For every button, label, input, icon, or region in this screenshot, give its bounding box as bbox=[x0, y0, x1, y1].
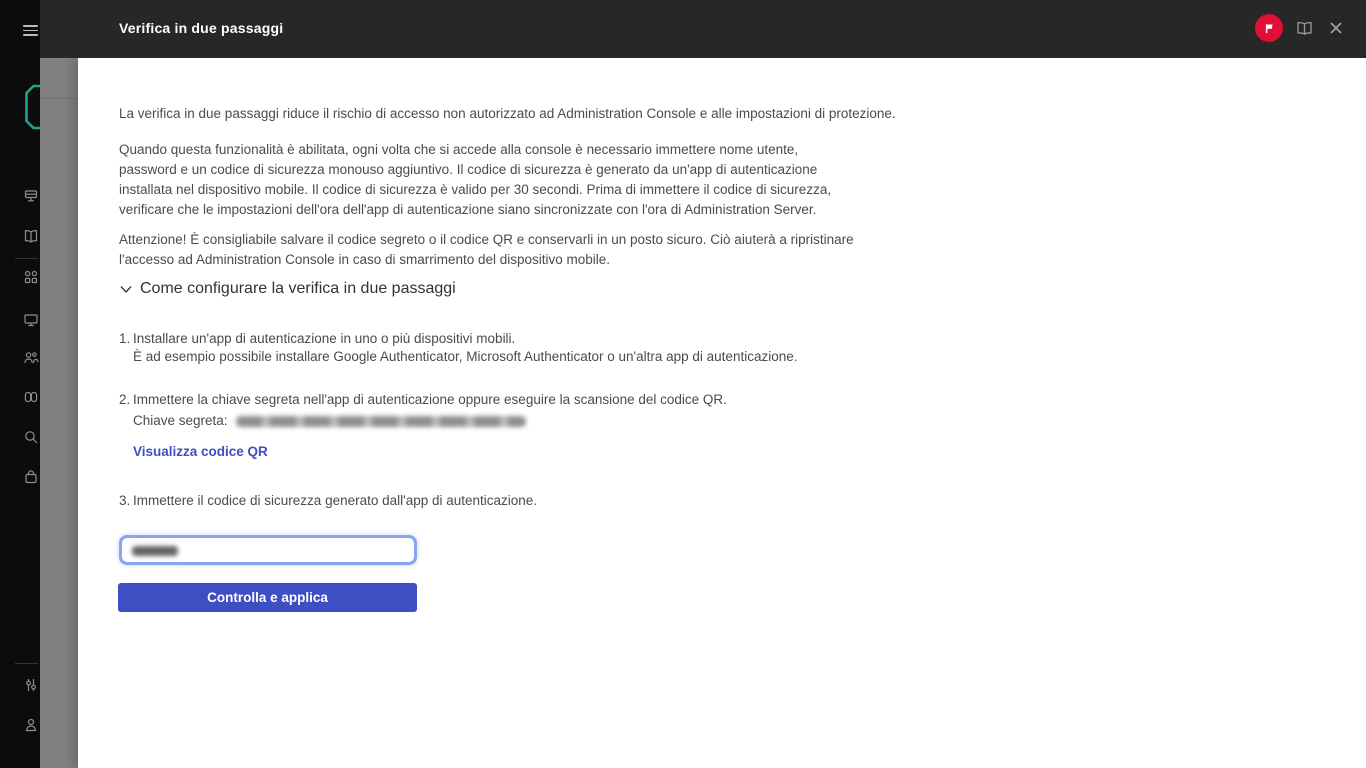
check-and-apply-button[interactable]: Controlla e applica bbox=[118, 583, 417, 612]
step-subtext: È ad esempio possibile installare Google Authenticator, Microsoft Authenticator o un'altra app di autenticazione. bbox=[133, 349, 798, 364]
search-icon bbox=[23, 429, 39, 445]
text-line: installata nel dispositivo mobile. Il codice di sicurezza è valido per 30 secondi. Prima di immettere il codice di sicurezza, bbox=[119, 182, 832, 197]
close-icon bbox=[1329, 21, 1343, 35]
chevron-down-icon bbox=[119, 282, 133, 296]
page-dim-overlay bbox=[40, 58, 78, 768]
drawer-header bbox=[40, 0, 1366, 58]
step-number: 3. bbox=[119, 493, 131, 508]
text-line: password e un codice di sicurezza monouso aggiuntivo. Il codice di sicurezza è generato da un'app di autenticazione bbox=[119, 162, 818, 177]
show-qr-code-link[interactable]: Visualizza codice QR bbox=[133, 444, 268, 459]
step-3 bbox=[119, 492, 537, 510]
text-line: l'accesso ad Administration Console in caso di smarrimento del dispositivo mobile. bbox=[119, 252, 611, 267]
monitor-icon bbox=[23, 312, 39, 328]
redacted-secret-key bbox=[236, 416, 526, 427]
user-profile-icon bbox=[23, 717, 39, 733]
hamburger-menu-button[interactable] bbox=[23, 25, 38, 36]
text-line: Quando questa funzionalità è abilitata, ogni volta che si accede alla console è necessario immettere nome utente, bbox=[119, 142, 799, 157]
description-paragraph bbox=[119, 140, 831, 220]
console-settings-icon bbox=[23, 677, 39, 693]
step-text: Immettere il codice di sicurezza generato dall'app di autenticazione. bbox=[133, 493, 538, 508]
dashboard-grid-icon bbox=[23, 269, 39, 285]
repository-icon bbox=[23, 389, 39, 405]
sidebar-divider bbox=[15, 663, 38, 664]
warning-paragraph bbox=[119, 230, 854, 270]
open-book-icon bbox=[1295, 20, 1314, 36]
sidebar-item-marketplace[interactable] bbox=[23, 469, 39, 485]
sidebar-item-repositories[interactable] bbox=[23, 389, 39, 405]
step-number: 2. bbox=[119, 392, 131, 407]
sidebar-item-console-settings[interactable] bbox=[23, 677, 39, 693]
sidebar-item-administration-server[interactable] bbox=[23, 188, 39, 204]
step-text: Installare un'app di autenticazione in uno o più dispositivi mobili. bbox=[133, 331, 516, 346]
section-title: Come configurare la verifica in due passaggi bbox=[140, 280, 456, 297]
text-line: verificare che le impostazioni dell'ora dell'app di autenticazione siano sincronizzate con l'ora di Administration Server. bbox=[119, 202, 817, 217]
sidebar-item-guide[interactable] bbox=[23, 228, 39, 244]
secret-key-label: Chiave segreta: bbox=[133, 413, 228, 428]
security-code-input[interactable] bbox=[119, 535, 417, 565]
two-step-verification-panel bbox=[78, 58, 1366, 768]
hamburger-menu-icon bbox=[23, 25, 38, 27]
marketplace-bag-icon bbox=[23, 469, 39, 485]
how-to-configure-toggle[interactable] bbox=[119, 280, 456, 298]
kaspersky-logo bbox=[0, 80, 40, 134]
book-icon bbox=[23, 228, 39, 244]
sidebar-item-account[interactable] bbox=[23, 717, 39, 733]
server-hierarchy-icon bbox=[23, 188, 39, 204]
sidebar-item-devices[interactable] bbox=[23, 312, 39, 328]
text-line: Attenzione! È consigliabile salvare il codice segreto o il codice QR e conservarli in un posto sicuro. Ciò aiuterà a ripristinare bbox=[119, 232, 854, 247]
close-button[interactable] bbox=[1322, 14, 1350, 42]
app-sidebar bbox=[0, 0, 40, 768]
step-1 bbox=[119, 330, 797, 366]
drawer-title: Verifica in due passaggi bbox=[119, 20, 284, 36]
sidebar-divider bbox=[15, 258, 38, 259]
step-text: Immettere la chiave segreta nell'app di autenticazione oppure eseguire la scansione del codice QR. bbox=[133, 392, 727, 407]
text-line: La verifica in due passaggi riduce il rischio di accesso non autorizzato ad Administration Console e alle impostazioni di protezione. bbox=[119, 106, 896, 121]
sidebar-item-search[interactable] bbox=[23, 429, 39, 445]
flag-icon bbox=[1262, 21, 1277, 36]
sidebar-item-dashboard[interactable] bbox=[23, 269, 39, 285]
redacted-code-value bbox=[132, 546, 178, 556]
users-icon bbox=[23, 350, 39, 366]
step-2 bbox=[119, 391, 727, 430]
help-documentation-button[interactable] bbox=[1290, 14, 1318, 42]
sidebar-item-users[interactable] bbox=[23, 350, 39, 366]
feedback-flag-button[interactable] bbox=[1255, 14, 1283, 42]
step-number: 1. bbox=[119, 331, 131, 346]
intro-paragraph bbox=[119, 104, 896, 124]
